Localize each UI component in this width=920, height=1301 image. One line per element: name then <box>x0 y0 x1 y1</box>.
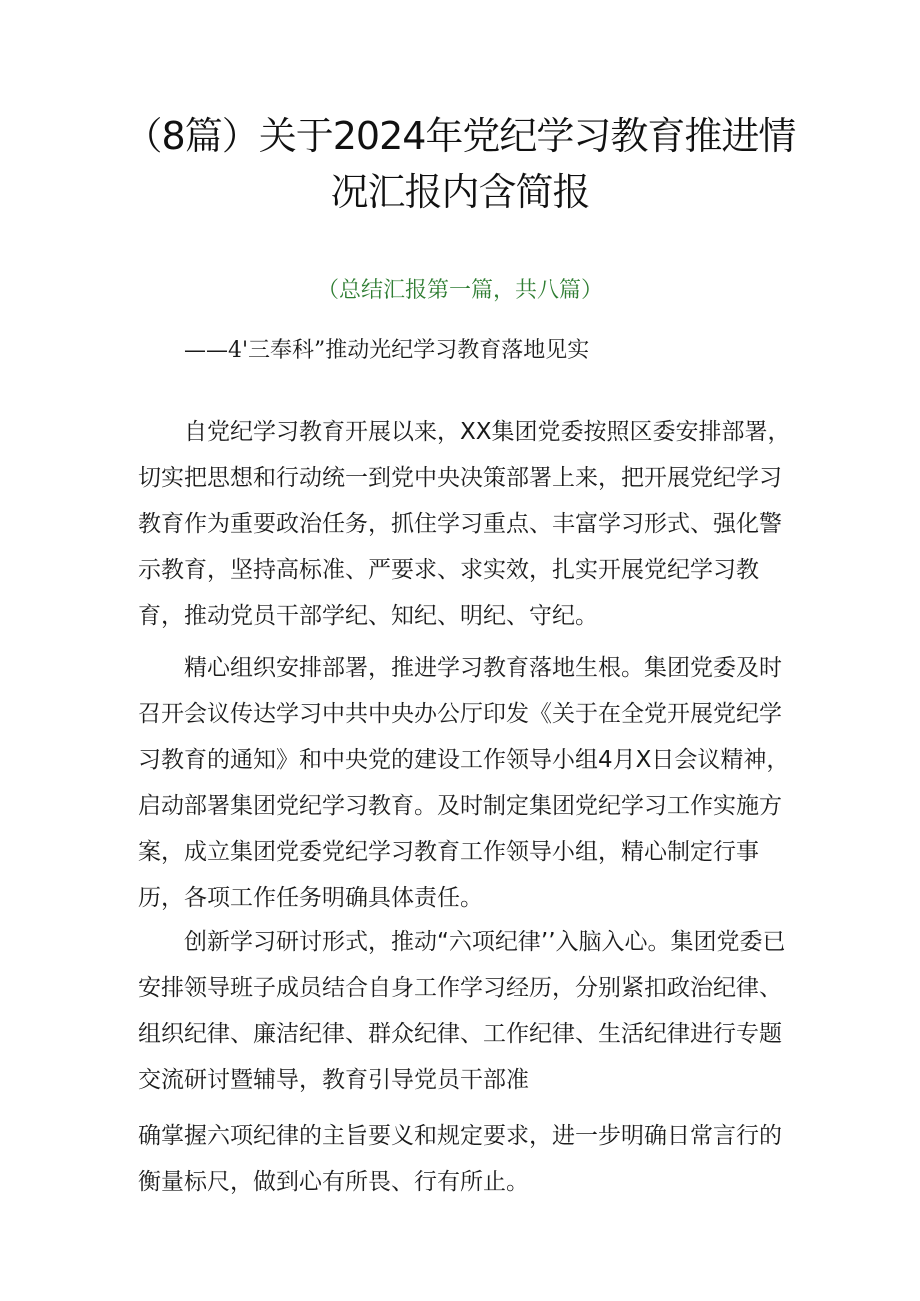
paragraph-1: 自党纪学习教育开展以来，XX集团党委按照区委安排部署，切实把思想和行动统一到党中央决策部署上来，把开展党纪学习教育作为重要政治任务，抓住学习重点、丰富学习形式、强化警示教育，坚持高标准、严要求、求实效，扎实开展党纪学习教育，推动党员干部学纪、知纪、明纪、守纪。 <box>138 419 791 629</box>
paragraph-2: 精心组织安排部署，推进学习教育落地生根。集团党委及时召开会议传达学习中共中央办公厅印发《关于在全党开展党纪学习教育的通知》和中央党的建设工作领导小组4月X日会议精神，启动部署集团党纪学习教育。及时制定集团党纪学习工作实施方案，成立集团党委党纪学习教育工作领导小组，精心制定行事历，各项工作任务明确具体责任。 <box>138 655 790 911</box>
paragraph-4: 确掌握六项纪律的主旨要义和规定要求，进一步明确日常言行的衡量标尺，做到心有所畏、行有所止。 <box>138 1123 782 1195</box>
document-byline: ——4'三奉科”推动光纪学习教育落地见实 <box>184 338 590 363</box>
paragraph-3: 创新学习研讨形式，推动“六项纪律’’入脑入心。集团党委已安排领导班子成员结合自身工作学习经历，分别紧扣政治纪律、组织纪律、廉洁纪律、群众纪律、工作纪律、生活纪律进行专题交流研讨暨辅导，教育引导党员干部准 <box>138 929 786 1093</box>
title-line-1: （8篇）关于2024年党纪学习教育推进情 <box>124 114 796 158</box>
document-title <box>120 108 800 220</box>
document-subtitle: （总结汇报第一篇，共八篇） <box>316 278 603 303</box>
title-line-2: 况汇报内含简报 <box>330 170 590 214</box>
